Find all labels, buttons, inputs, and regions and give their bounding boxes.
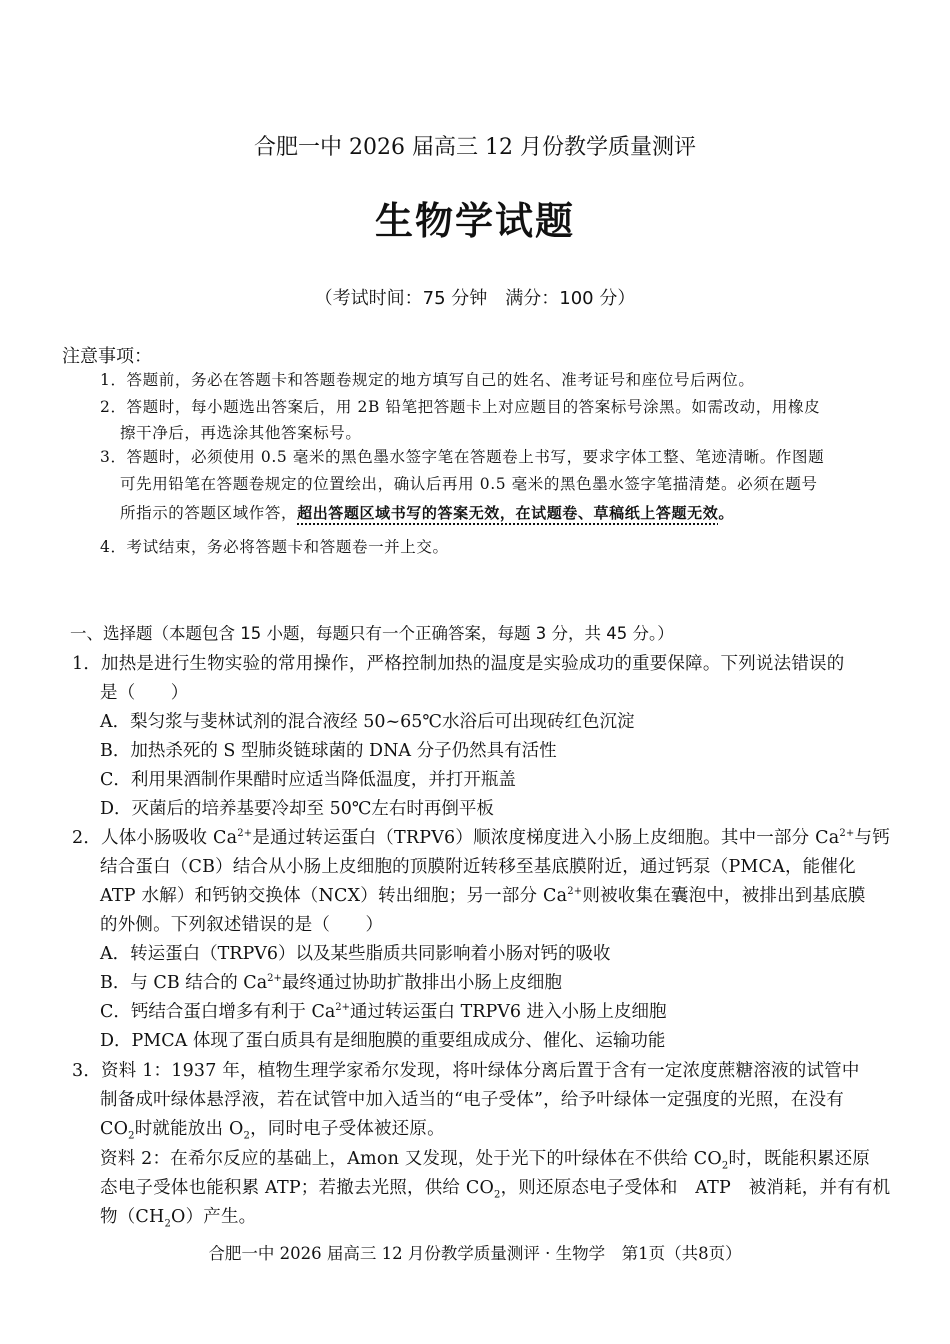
- paper-title: 生物学试题: [374, 198, 575, 243]
- q2-text: 最终通过协助扩散排出小肠上皮细胞: [281, 973, 562, 993]
- q2-text: ATP 水解）和钙钠交换体（NCX）转出细胞；另一部分 Ca: [100, 886, 568, 906]
- q1-option-a: A．梨匀浆与斐林试剂的混合液经 50~65℃水浴后可出现砖红色沉淀: [100, 712, 635, 732]
- superscript: 2+: [335, 1002, 351, 1014]
- superscript: 2+: [237, 828, 253, 840]
- notice-item-3-line-3: [120, 501, 734, 523]
- q1-stem-line-2: 是（ ）: [100, 683, 189, 703]
- section-1-title: 一、选择题（本题包含 15 小题，每题只有一个正确答案，每题 3 分，共 45 分。）: [70, 624, 674, 643]
- q3-text: 资料 2：在希尔反应的基础上，Amon 又发现，处于光下的叶绿体在不供给 CO: [100, 1149, 722, 1169]
- subscript: 2: [243, 1130, 251, 1142]
- q1-option-d: D．灭菌后的培养基要冷却至 50℃左右时再倒平板: [100, 799, 494, 819]
- subscript: 2: [494, 1189, 501, 1201]
- q3-line-6: [100, 1203, 256, 1230]
- q2-stem-line-4: 的外侧。下列叙述错误的是（ ）: [100, 915, 384, 935]
- school-exam-line: 合肥一中 2026 届高三 12 月份教学质量测评: [254, 135, 696, 160]
- q3-text: ，则还原态电子受体和 ATP 被消耗，并有有机: [500, 1178, 891, 1198]
- q3-line-4: [100, 1145, 870, 1172]
- q2-stem-line-1: [72, 824, 890, 849]
- q3-text: ，同时电子受体被还原。: [250, 1119, 445, 1139]
- q1-option-b: B．加热杀死的 S 型肺炎链球菌的 DNA 分子仍然具有活性: [100, 741, 557, 761]
- q2-text: 则被收集在囊泡中，被排出到基底膜: [582, 886, 866, 906]
- q3-text: 时，既能积累还原: [728, 1149, 871, 1169]
- subscript: 2: [721, 1160, 729, 1172]
- q3-text: 态电子受体也能积累 ATP；若撤去光照，供给 CO: [100, 1178, 494, 1198]
- q2-text: 通过转运蛋白 TRPV6 进入小肠上皮细胞: [350, 1002, 667, 1022]
- q3-line-1: 3．资料 1：1937 年，植物生理学家希尔发现，将叶绿体分离后置于含有一定浓度蔗糖溶液的试管中: [72, 1061, 860, 1081]
- notice-emphasis: 超出答题区域书写的答案无效，在试题卷、草稿纸上答题无效: [297, 504, 719, 522]
- q3-line-5: [100, 1174, 890, 1201]
- q2-option-d: D．PMCA 体现了蛋白质具有是细胞膜的重要组成成分、催化、运输功能: [100, 1031, 666, 1051]
- q3-text: O）产生。: [171, 1207, 257, 1227]
- q3-text: 物（CH: [100, 1207, 165, 1227]
- notice-item-3-line-2: 可先用铅笔在答题卷规定的位置绘出，确认后再用 0.5 毫米的黑色墨水签字笔描清楚。必须在题号: [120, 475, 818, 493]
- subscript: 2: [164, 1218, 172, 1230]
- exam-info: （考试时间：75 分钟 满分：100 分）: [314, 288, 636, 309]
- q3-line-3: [100, 1115, 445, 1142]
- notice-item-4: 4．考试结束，务必将答题卡和答题卷一并上交。: [100, 538, 449, 556]
- notice-item-2-line-2: 擦干净后，再选涂其他答案标号。: [120, 424, 362, 442]
- q2-stem-line-2: 结合蛋白（CB）结合从小肠上皮细胞的顶膜附近转移至基底膜附近，通过钙泵（PMCA，能催化: [100, 857, 856, 877]
- q2-text: 是通过转运蛋白（TRPV6）顺浓度梯度进入小肠上皮细胞。其中一部分 Ca: [252, 828, 840, 848]
- q3-text: 时就能放出 O: [134, 1119, 244, 1139]
- q2-text: C．钙结合蛋白增多有利于 Ca: [100, 1002, 336, 1022]
- q2-text: B．与 CB 结合的 Ca: [100, 973, 268, 993]
- q1-stem-line-1: 1．加热是进行生物实验的常用操作，严格控制加热的温度是实验成功的重要保障。下列说法错误的: [72, 654, 845, 674]
- superscript: 2+: [567, 886, 583, 898]
- q2-stem-line-3: [100, 882, 866, 907]
- page-footer: 合肥一中 2026 届高三 12 月份教学质量测评 · 生物学 第1页（共8页）: [208, 1244, 742, 1263]
- notice-item-2-line-1: 2．答题时，每小题选出答案后，用 2B 铅笔把答题卡上对应题目的答案标号涂黑。如需改动，用橡皮: [100, 398, 821, 416]
- superscript: 2+: [839, 828, 855, 840]
- notice-period: 。: [718, 504, 734, 522]
- q2-option-b: [100, 969, 562, 994]
- q2-option-c: [100, 998, 667, 1023]
- notice-item-3-text: 所指示的答题区域作答，: [120, 504, 298, 522]
- q2-text: 2．人体小肠吸收 Ca: [72, 828, 238, 848]
- notice-item-1: 1．答题前，务必在答题卡和答题卷规定的地方填写自己的姓名、准考证号和座位号后两位。: [100, 371, 755, 389]
- subscript: 2: [128, 1130, 135, 1142]
- notice-item-3-line-1: 3．答题时，必须使用 0.5 毫米的黑色墨水签字笔在答题卷上书写，要求字体工整、笔迹清晰。作图题: [100, 448, 825, 466]
- q2-text: 与钙: [854, 828, 890, 848]
- q3-text: CO: [100, 1119, 129, 1139]
- q1-option-c: C．利用果酒制作果醋时应适当降低温度，并打开瓶盖: [100, 770, 516, 790]
- superscript: 2+: [267, 973, 282, 985]
- notice-title: 注意事项：: [62, 346, 152, 367]
- q2-option-a: A．转运蛋白（TRPV6）以及某些脂质共同影响着小肠对钙的吸收: [100, 944, 611, 964]
- q3-line-2: 制备成叶绿体悬浮液，若在试管中加入适当的“电子受体”，给予叶绿体一定强度的光照，在没有: [100, 1090, 844, 1110]
